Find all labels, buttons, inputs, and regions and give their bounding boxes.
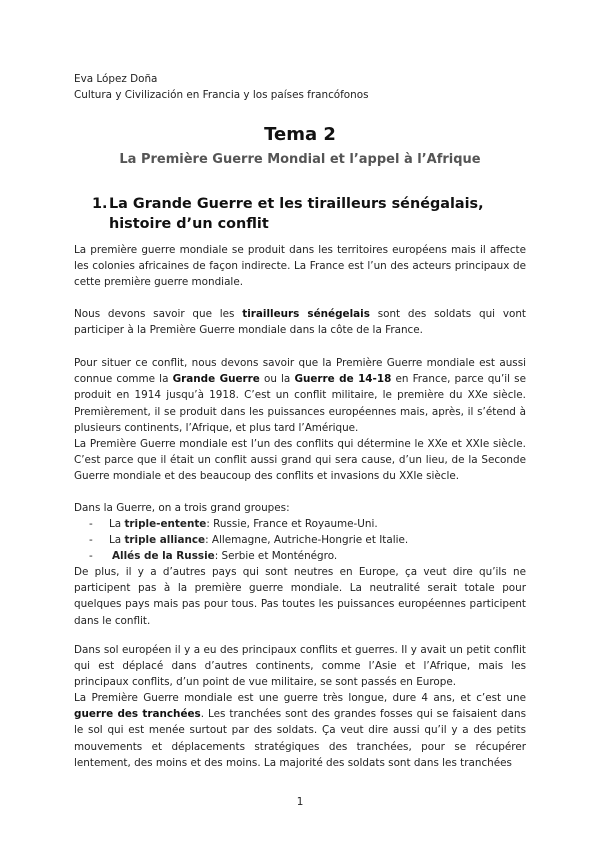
course-name: Cultura y Civilización en Francia y los países francófonos [74,89,369,101]
paragraph-2-bold: tirailleurs sénégelais [242,308,370,320]
paragraph-6: De plus, il y a d’autres pays qui sont neutres en Europe, ça veut dire qu’ils ne participent pas à la première guerre mondiale. La neutralité serait totale pour quelques pays mais pas pour tous. Pas toutes les puissances européennes participent dans le conflit. [74,566,526,627]
section-heading-text: La Grande Guerre et les tirailleurs sénégalais, histoire d’un conflit [109,196,484,232]
paragraph-3-bold-1: Grande Guerre [172,373,260,386]
author-name: Eva López Doña [74,73,158,85]
list-item-rest: : Allemagne, Autriche-Hongrie et Italie. [205,534,409,547]
page-subtitle: La Première Guerre Mondial et l’appel à l’Afrique [119,152,481,167]
list-dash: - [89,550,93,563]
paragraph-2-text-end: sont des soldats qui vont participer à la Première Guerre mondiale dans la côte de la France. [74,308,526,337]
list-item-prefix: La [109,518,125,530]
list-item [74,532,526,548]
paragraph-8-bold: guerre des tranchées [74,708,201,721]
list-item-prefix: La [109,534,125,547]
paragraph-8-text: La Première Guerre mondiale est une guerre très longue, dure 4 ans, et c’est une [74,692,526,704]
list-item-rest: : Serbie et Monténégro. [214,550,338,563]
groups-list [74,516,526,565]
list-item-bold: triple alliance [124,534,206,547]
paragraph-2 [74,306,526,338]
list-item-rest: : Russie, France et Royaume-Uni. [206,518,378,530]
list-item-bold: Allés de la Russie [112,550,215,563]
paragraph-7: Dans sol européen il y a eu des principaux conflits et guerres. Il y avait un petit conflit qui est déplacé dans d’autres continents, comme l’Asie et l’Afrique, mais les principaux conflits, d’un point de vue militaire, se sont passés en Europe. [74,644,526,689]
paragraph-8 [74,690,526,771]
paragraph-3 [74,355,526,436]
list-item [74,548,526,564]
paragraph-5: Dans la Guerre, on a trois grand groupes: [74,502,290,514]
page-title: Tema 2 [264,124,336,145]
paragraph-3-text-end: en France, parce qu’il se produit en 1914 jusqu’à 1918. C’est un conflit militaire, le première du XXe siècle. Premièrement, il se produit dans les puissances européennes mais, après, il s’étend à plusieurs continents, l’Afrique, et plus tard l’Amérique. [74,373,526,434]
page-number: 1 [296,796,304,808]
list-item-bold: triple-entente [124,518,207,530]
paragraph-3-text-mid: ou la [259,373,295,386]
paragraph-4: La Première Guerre mondiale est l’un des conflits qui détermine le XXe et XXIe siècle. C’est parce que il était un conflit aussi grand qui sera cause, d’un lieu, de la Seconde Guerre mondiale et des beaucoup des conflits et invasions du XXIe siècle. [74,438,526,483]
paragraph-8-text-end: . Les tranchées sont des grandes fosses qui se faisaient dans le sol qui est menée surtout par des soldats. Ça veut dire aussi qu’il y a des petits mouvements et déplacements stratégiques des tranchées, pour se récupérer lentement, des moins et des moins. La majorité des soldats sont dans les tranchées [74,708,526,769]
list-dash: - [89,518,93,530]
section-heading [92,194,532,234]
list-dash: - [89,534,93,547]
section-number: 1. [92,196,108,212]
paragraph-2-text: Nous devons savoir que les [74,308,243,320]
paragraph-3-bold-2: Guerre de 14-18 [294,373,392,386]
list-item [74,516,526,532]
paragraph-1: La première guerre mondiale se produit dans les territoires européens mais il affecte les colonies africaines de façon indirecte. La France est l’un des acteurs principaux de cette première guerre mondiale. [74,244,526,289]
paragraph-3-text: Pour situer ce conflit, nous devons savoir que la Première Guerre mondiale est aussi connue comme la [74,357,526,386]
